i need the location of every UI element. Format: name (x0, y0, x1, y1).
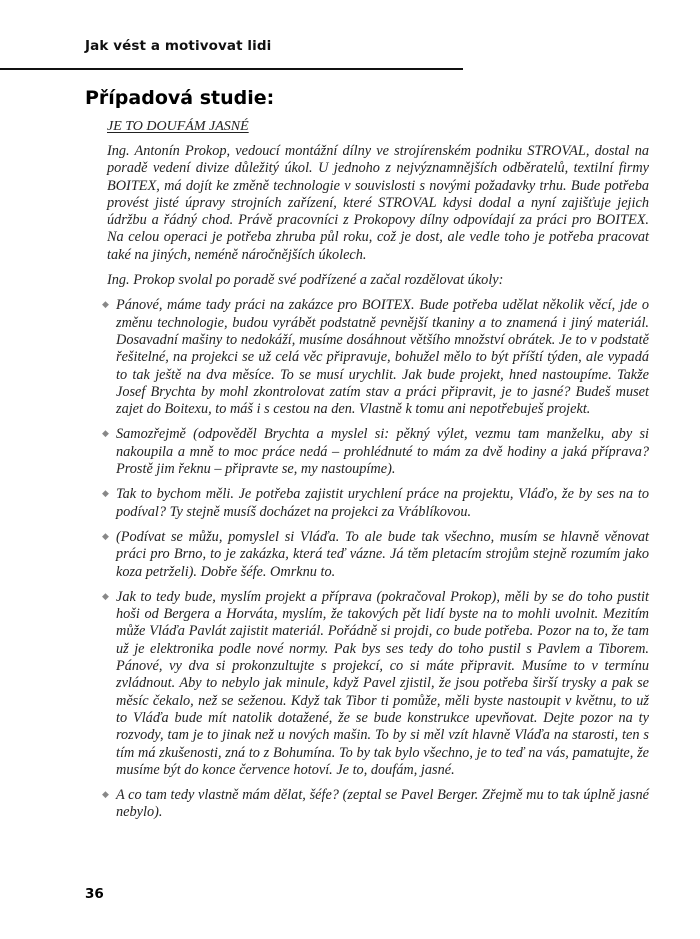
list-item-text: Samozřejmě (odpověděl Brychta a myslel si: pěkný výlet, vezmu tam manželku, aby si nakoupila a mně to moc práce nedá – prohlédnuté to mám za dvě hodiny a jaká příprava? Prostě jim řeknu – připravte se, my nastoupíme). (116, 426, 649, 478)
intro-paragraph: Ing. Antonín Prokop, vedoucí montážní dílny ve strojírenském podniku STROVAL, dostal na poradě vedení divize důležitý úkol. U jednoho z nejvýznamnějších odběratelů, textilní firmy BOITEX, má dojít ke změně technologie v souvislosti s novými požadavky trhu. Bude potřeba provést jisté úpravy strojních zařízení, které STROVAL kdysi dodal a nyní zajišťuje jejich údržbu a řádný chod. Právě pracovníci z Prokopovy dílny odpovídají za práci pro BOITEX. Na celou operaci je potřeba zhruba půl roku, což je dost, ale vedle toho je potřeba pracovat také na jiných, neméně náročnějších úkolech. (107, 143, 649, 263)
list-item (102, 297, 649, 418)
list-item-text: A co tam tedy vlastně mám dělat, šéfe? (zeptal se Pavel Berger. Zřejmě mu to tak úplně jasné nebylo). (116, 787, 649, 821)
section-title: Případová studie: (85, 87, 275, 109)
bullet-icon: ◆ (102, 790, 109, 801)
list-item-text: Jak to tedy bude, myslím projekt a příprava (pokračoval Prokop), měli by se do toho pustit hoši od Bergera a Horváta, myslím, že takových pět lidí byste na to mohli uvolnit. Mezitím může Vláďa Pavlát zajistit materiál. Pořádně si projdi, co bude potřeba. Pozor na to, že tam už je elektronika podle nové normy. Pak bys ses tedy do toho pustil s Pavlem a Tiborem. Pánové, vy dva si prokonzultujte s projekcí, co si máte připravit. Musíme to v termínu zvládnout. Aby to nebylo jak minule, když Pavel zjistil, že jsou potřeba širší trysky a pak se měsíc čekalo, než se seženou. Když tak Tibor ti pomůže, měli byste nastoupit v květnu, to už to Vláďa bude mít natolik dotažené, že se bude konstrukce upevňovat. Dejte pozor na ty rozvody, tam je to jinak než u nových mašin. To by si měl vzít hlavně Vláďa na starosti, ten s tím má zkušenosti, zná to z Bohumína. To by tak bylo všechno, je to teď na vás, pamatujte, že musíme být do konce července hotoví. Je to, doufám, jasné. (116, 588, 649, 778)
bullet-icon: ◆ (102, 531, 109, 542)
list-item (102, 426, 649, 478)
dialogue-list (102, 297, 649, 821)
bullet-icon: ◆ (102, 300, 109, 311)
list-item (102, 486, 649, 521)
bullet-icon: ◆ (102, 489, 109, 500)
list-item (102, 528, 649, 581)
list-item (102, 787, 649, 822)
page-number: 36 (85, 886, 104, 902)
bullet-icon: ◆ (102, 591, 109, 602)
lead-in-paragraph: Ing. Prokop svolal po poradě své podřízené a začal rozdělovat úkoly: (107, 272, 504, 289)
case-study-body (102, 143, 649, 830)
list-item (102, 588, 649, 779)
list-item-text: (Podívat se můžu, pomyslel si Vláďa. To ale bude tak všechno, musím se hlavně věnovat práci pro Brno, to je zakázka, která teď vázne. Já těm pletacím strojům stejně rozumím jako koza petrželi). Dobře šéfe. Omrknu to. (116, 528, 649, 580)
case-study-title: JE TO DOUFÁM JASNÉ (107, 119, 249, 134)
list-item-text: Tak to bychom měli. Je potřeba zajistit urychlení práce na projektu, Vláďo, že by ses na to podíval? Ty stejně musíš docházet na projekci za Vráblíkovou. (116, 486, 649, 520)
running-head: Jak vést a motivovat lidi (85, 38, 272, 54)
list-item-text: Pánové, máme tady práci na zakázce pro BOITEX. Bude potřeba udělat několik věcí, jde o změnu technologie, budou vyrábět podstatně pevnější tkaniny a to znamená i jiný materiál. Dosavadní mašiny to nedokáží, musíme dosáhnout většího množství obrátek. Je to v podstatě řešitelné, na projekci se už celá věc připravuje, bohužel mělo to být příští týden, ale vypadá to tak ještě na dva měsíce. To se musí urychlit. Jak bude projekt, hned nastoupíme. Takže Josef Brychta by mohl zkontrolovat zatím stav a práci připravit, je to jasné? Budeš muset zajet do Boitexu, to máš i s cestou na den. Vlastně k tomu ani nepotřebuješ projekt. (116, 297, 649, 418)
bullet-icon: ◆ (102, 429, 109, 440)
header-rule (0, 68, 463, 70)
